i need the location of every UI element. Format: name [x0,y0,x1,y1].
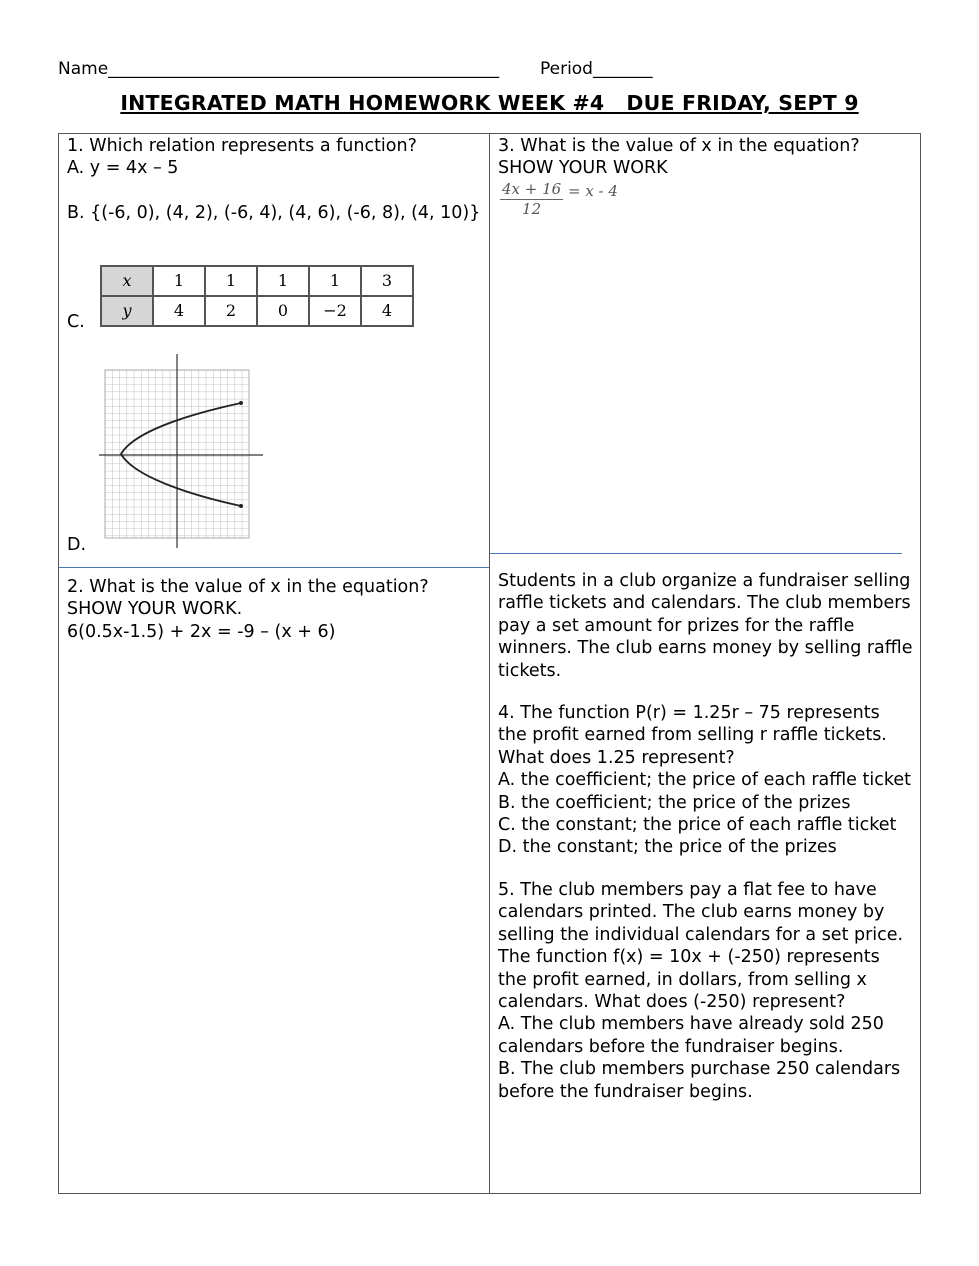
question-4-text: 4. The function P(r) = 1.25r – 75 represents the profit earned from selling r raffle tickets. What does 1.25 represent? [498,703,887,768]
graph-endpoint [239,401,243,405]
fundraiser-cell [498,570,913,1103]
question-1-option-d-label: D. [67,535,87,555]
question-5-option-b: B. The club members purchase 250 calendars before the fundraiser begins. [498,1059,901,1102]
graph-endpoint [239,504,243,508]
question-5-option-a: A. The club members have already sold 250 calendars before the fundraiser begins. [498,1014,884,1057]
question-1-option-c-label: C. [67,312,85,332]
table-cell: −2 [309,296,361,326]
table-cell: 2 [205,296,257,326]
table-cell: 3 [361,266,413,296]
period-field[interactable]: _______ [592,59,653,79]
question-4-option-a: A. the coefficient; the price of each raffle ticket [498,770,911,791]
question-4-option-b: B. the coefficient; the price of the prizes [498,792,851,813]
relation-table [100,265,414,327]
table-cell: 4 [361,296,413,326]
table-cell: 4 [153,296,205,326]
name-field[interactable]: ______________________________________________ [108,59,500,79]
table-header-y: y [101,296,153,326]
table-cell: 1 [309,266,361,296]
question-4-option-c: C. the constant; the price of each raffle ticket [498,815,897,836]
table-header-x: x [101,266,153,296]
table-cell: 1 [205,266,257,296]
period-label: Period [539,59,593,79]
question-1-option-a: A. y = 4x – 5 [67,158,179,179]
question-1-text: 1. Which relation represents a function? [67,136,417,156]
question-4-option-d: D. the constant; the price of the prizes [498,837,837,858]
equation-rhs: = x - 4 [567,182,618,201]
fundraiser-passage: Students in a club organize a fundraiser selling raffle tickets and calendars. The club members pay a set amount for prizes for the raffle winners. The club earns money by selling raffle tickets. [498,571,913,681]
table-cell: 1 [153,266,205,296]
question-2-equation: 6(0.5x-1.5) + 2x = -9 – (x + 6) [67,621,336,642]
relation-graph [95,350,270,550]
equation-numerator: 4x + 16 [502,180,562,198]
question-5-text: 5. The club members pay a flat fee to have calendars printed. The club earns money by selling the individual calendars for a set price. The function f(x) = 10x + (-250) represents the profit earned, in dollars, from selling x calendars. What does (-250) represent? [498,879,904,1012]
table-row [101,266,413,296]
header-line [58,58,938,80]
table-cell: 0 [257,296,309,326]
page-title: INTEGRATED MATH HOMEWORK WEEK #4 DUE FRIDAY, SEPT 9 [120,91,859,115]
question-2-text: 2. What is the value of x in the equation? [67,577,429,597]
question-2-cell [67,576,482,643]
question-3-instruction: SHOW YOUR WORK [498,158,668,179]
column-divider [489,133,490,1194]
table-row [101,296,413,326]
question-2-instruction: SHOW YOUR WORK. [67,599,243,620]
question-1-cell [67,135,482,224]
question-1-option-b: B. {(-6, 0), (4, 2), (-6, 4), (4, 6), (-6, 8), (4, 10)} [67,202,481,223]
question-3-cell [498,135,913,180]
row-divider-left [59,567,489,568]
row-divider-right [490,553,902,554]
name-label: Name [58,59,109,79]
table-cell: 1 [257,266,309,296]
equation-denominator: 12 [522,200,542,218]
question-3-equation [500,180,618,219]
question-3-text: 3. What is the value of x in the equation? [498,136,860,156]
